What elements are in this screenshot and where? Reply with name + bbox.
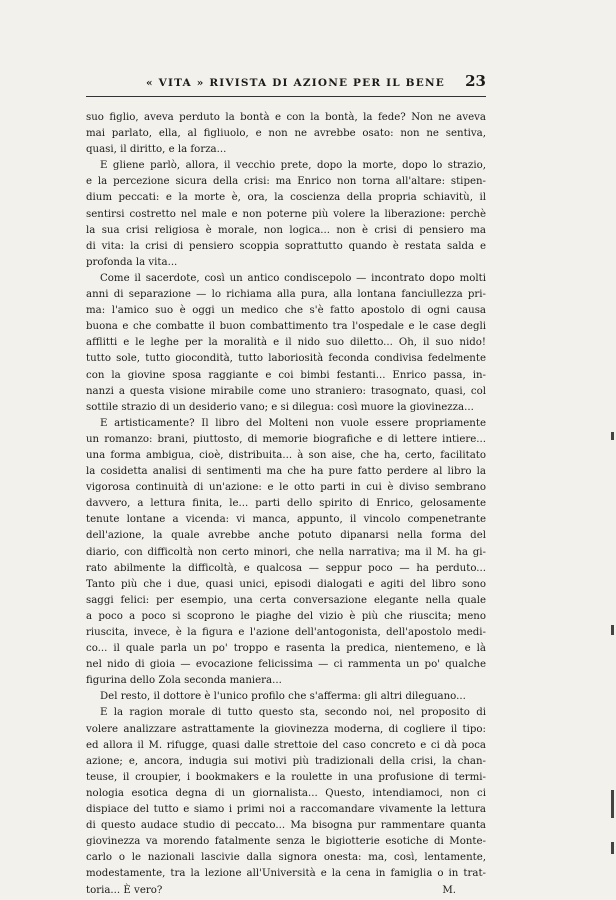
text-line: riuscita, invece, è la figura e l'azione dell'antogonista, dell'apostolo medi- [86,627,486,638]
text-line: ed allora il M. rifugge, quasi dalle strettoie del caso concreto e ci dà poca [86,739,486,751]
text-line: la cosidetta analisi di sentimenti ma che ha pure fatto perdere al libro la [86,466,486,478]
text-line: diario, con difficoltà non certo minori, che nella narrativa; ma il M. ha gi- [86,546,486,558]
text-line: ma: l'amico suo è oggi un medico che s'è fatto apostolo di ogni causa [86,305,486,317]
text-line: profonda la vita... [86,256,178,268]
scan-edge-mark [611,432,614,440]
text-line: saggi felici: per esempio, una certa conversazione elegante nella quale [86,594,486,606]
text-line: Tanto più che i due, quasi unici, episodi dialogati e agiti del libro sono [86,578,486,590]
text-line: Come il sacerdote, così un antico condiscepolo — incontrato dopo molti [100,272,486,284]
text-line: E la ragion morale di tutto questo sta, secondo noi, nel proposito di [100,707,486,719]
text-line: quasi, il diritto, e la forza... [86,144,227,156]
text-line: con la giovine sposa raggiante e coi bimbi festanti... Enrico passa, in- [86,369,486,381]
text-line: una forma ambigua, cioè, distribuita... à son aise, che ha, certo, facilitato [86,449,486,461]
body-text [86,110,486,899]
text-line: sottile strazio di un desiderio vano; e si dilegua: così muore la giovinezza... [86,401,474,413]
text-line: rato abilmente la difficoltà, e qualcosa — seppur poco — ha perduto... [86,562,486,574]
text-line: E artisticamente? Il libro del Molteni non vuole essere propriamente [100,417,486,429]
text-line: Del resto, il dottore è l'unico profilo che s'afferma: gli altri dileguano... [100,691,466,703]
text-line: teuse, il croupier, i bookmakers e la roulette in una profusione di termi- [86,771,486,783]
text-line: suo figlio, aveva perduto la bontà e con la bontà, la fede? Non ne aveva [86,112,486,123]
text-line: modestamente, tra la lezione all'Università e la cena in famiglia o in trat- [86,868,486,880]
text-line: dell'azione, la quale avrebbe anche potuto dipanarsi nella forma del [86,530,486,542]
scan-edge-mark [611,625,614,635]
text-line: mai parlato, ella, al figliuolo, e non ne avrebbe osato: non ne sentiva, [86,128,486,140]
text-line: di vita: la crisi di pensiero scoppia soprattutto quando è restata salda e [86,240,486,252]
closing-line [86,883,486,899]
text-line: la sua crisi religiosa è morale, non logica... non è crisi di pensiero ma [86,224,486,236]
text-line: anni di separazione — lo richiama alla pura, alla lontana fanciullezza pri- [86,289,486,301]
text-line: nologia esotica degna di un giornalista... Questo, intendiamoci, non ci [86,787,486,799]
text-line: co... il quale parla un po' troppo e rasenta la predica, nientemeno, e là [86,643,486,655]
text-line: azione; e, ancora, indugia sui motivi più tradizionali della crisi, la chan- [86,755,486,767]
text-line: a poco a poco si scoprono le piaghe del vizio è più che riuscita; meno [86,610,486,622]
text-line: E gliene parlò, allora, il vecchio prete, dopo la morte, dopo lo strazio, [100,160,486,172]
text-line: vigorosa continuità di un'azione: e le otto parti in cui è diviso sembrano [86,482,486,494]
text-line: nanzi a questa visione mirabile come uno straniero: trasognato, quasi, col [86,385,486,397]
text-line: buona e che combatte il buon combattimento tra l'ospedale e le case degli [86,321,486,333]
text-line: volere analizzare astrattamente la giovinezza moderna, di cogliere il tipo: [86,723,486,735]
text-line: tutto sole, tutto giocondità, tutto laboriosità feconda condivisa fedelmente [86,353,486,365]
scan-edge-mark [611,790,614,818]
text-line: afflitti e le leghe per la moralità e il nido suo diletto... Oh, il suo nido! [86,337,486,349]
page-number: 23 [465,72,486,90]
author-signature: M. [442,884,456,896]
text-line: figurina dello Zola seconda maniera... [86,675,282,687]
text-line: nel nido di gioia — evocazione felicissima — ci rammenta un po' qualche [86,659,486,671]
text-line: dispiace del tutto e siamo i primi noi a raccomandare vivamente la lettura [86,804,486,816]
text-line: dium peccati: e la morte è, ora, la coscienza della propria schiavitù, il [86,192,486,204]
running-title: « VITA » RIVISTA DI AZIONE PER IL BENE [146,77,445,89]
closing-text: toria... È vero? [86,884,163,896]
text-line: e la percezione sicura della crisi: ma Enrico non torna all'altare: stipen- [86,176,486,188]
text-line: un romanzo: brani, piuttosto, di memorie biografiche e di lettere intiere... [86,433,486,445]
text-line: tenute lontane a vicenda: vi manca, appunto, il vincolo compenetrante [86,514,486,526]
scan-edge-mark [611,842,614,854]
text-line: sentirsi costretto nel male e non poterne più volere la liberazione: perchè [86,208,486,220]
page-header [86,72,486,97]
text-line: carlo o le nazionali lascivie dalla signora onesta: ma, così, lentamente, [86,852,486,864]
text-line: davvero, a lettura finita, le... parti dello spirito di Enrico, gelosamente [86,498,486,510]
text-line: giovinezza va morendo fatalmente senza le bigiotterie esotiche di Monte- [86,836,486,848]
text-line: di questo audace studio di peccato... Ma bisogna pur rammentare quanta [86,820,486,832]
